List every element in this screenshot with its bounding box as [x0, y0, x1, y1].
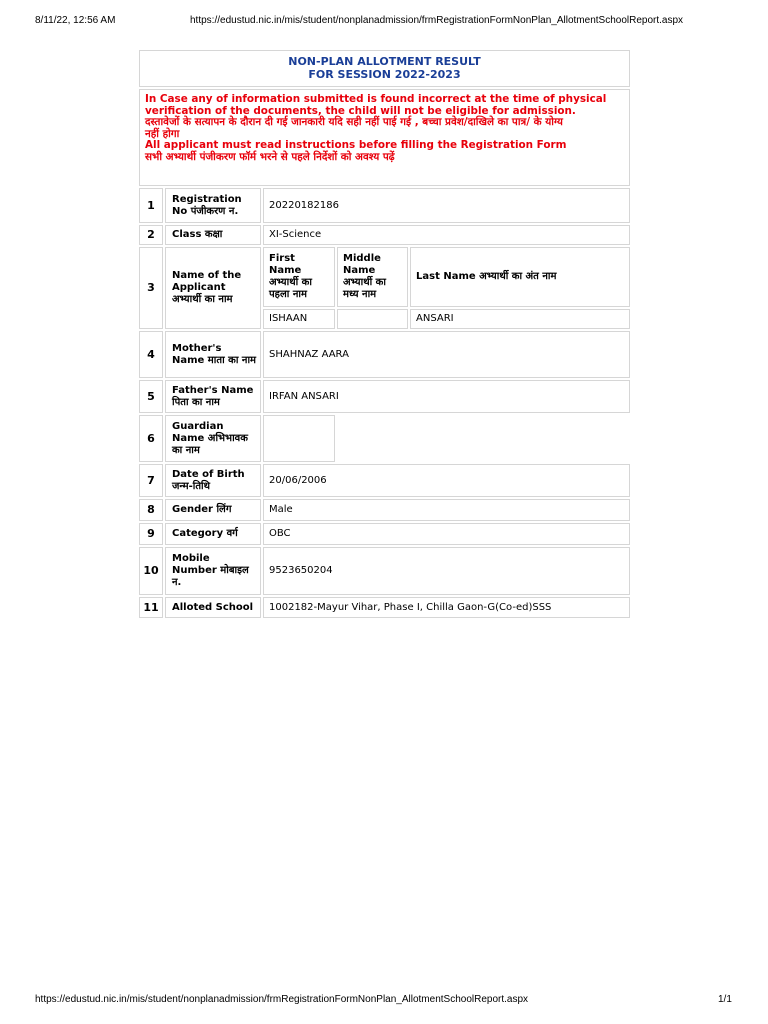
middle-name-header: Middle Name अभ्यार्थी का मध्य नाम: [337, 247, 408, 307]
row-number: 5: [139, 380, 163, 413]
category-value: OBC: [263, 523, 630, 545]
alloted-school-label: Alloted School: [165, 597, 261, 618]
page-number: 1/1: [718, 994, 732, 1005]
row-number: 7: [139, 464, 163, 497]
category-label: Category वर्ग: [165, 523, 261, 545]
print-datetime: 8/11/22, 12:56 AM: [35, 15, 116, 26]
notice-line-2: verification of the documents, the child will not be eligible for admission.: [145, 104, 576, 117]
row-number: 8: [139, 499, 163, 521]
row-number: 4: [139, 331, 163, 378]
guardian-name-value: [263, 415, 335, 462]
notice-line-1: In Case any of information submitted is found incorrect at the time of physical: [145, 93, 607, 105]
row-number: 9: [139, 523, 163, 545]
row-number: 10: [139, 547, 163, 595]
class-label: Class कक्षा: [165, 225, 261, 245]
middle-name-value: [337, 309, 408, 329]
gender-value: Male: [263, 499, 630, 521]
applicant-name-label: Name of the Applicant अभ्यार्थी का नाम: [165, 247, 261, 329]
mobile-value: 9523650204: [263, 547, 630, 595]
print-url: https://edustud.nic.in/mis/student/nonplanadmission/frmRegistrationFormNonPlan_AllotmentSchoolReport.aspx: [190, 15, 684, 26]
row-number: 3: [139, 247, 163, 329]
print-footer: [0, 994, 768, 1008]
row-number: 11: [139, 597, 163, 618]
row-number: 6: [139, 415, 163, 462]
registration-value: 20220182186: [263, 188, 630, 223]
mother-name-value: SHAHNAZ AARA: [263, 331, 630, 378]
row-number: 1: [139, 188, 163, 223]
last-name-header: Last Name अभ्यार्थी का अंत नाम: [410, 247, 630, 307]
guardian-name-label: Guardian Name अभिभावक का नाम: [165, 415, 261, 462]
alloted-school-value: 1002182-Mayur Vihar, Phase I, Chilla Gaon-G(Co-ed)SSS: [263, 597, 630, 618]
dob-value: 20/06/2006: [263, 464, 630, 497]
father-name-label: Father's Name पिता का नाम: [165, 380, 261, 413]
footer-url: https://edustud.nic.in/mis/student/nonplanadmission/frmRegistrationFormNonPlan_AllotmentSchoolReport.aspx: [35, 994, 529, 1005]
registration-label: Registration No पंजीकरण न.: [165, 188, 261, 223]
mobile-label: Mobile Number मोबाइल न.: [165, 547, 261, 595]
dob-label: Date of Birth जन्म-तिथि: [165, 464, 261, 497]
father-name-value: IRFAN ANSARI: [263, 380, 630, 413]
notice-line-4: नहीं होगा: [145, 127, 180, 140]
gender-label: Gender लिंग: [165, 499, 261, 521]
notice-line-6: सभी अभ्यार्थी पंजीकरण फॉर्म भरने से पहले निर्देशों को अवश्य पढ़ें: [145, 150, 395, 163]
notice-line-5: All applicant must read instructions before filling the Registration Form: [145, 139, 567, 151]
mother-name-label: Mother's Name माता का नाम: [165, 331, 261, 378]
print-header: [0, 15, 768, 29]
report-title: [139, 50, 630, 87]
notice-panel: [139, 89, 630, 186]
row-number: 2: [139, 225, 163, 245]
first-name-value: ISHAAN: [263, 309, 335, 329]
class-value: XI-Science: [263, 225, 630, 245]
first-name-header: First Name अभ्यार्थी का पहला नाम: [263, 247, 335, 307]
title-line-2: FOR SESSION 2022-2023: [308, 68, 461, 81]
title-line-1: NON-PLAN ALLOTMENT RESULT: [288, 55, 481, 68]
notice-line-3: दस्तावेजों के सत्यापन के दौरान दी गई जानकारी यदि सही नहीं पाई गई , बच्चा प्रवेश/दाखिले का पात्र/ के योग्य: [145, 116, 563, 128]
last-name-value: ANSARI: [410, 309, 630, 329]
